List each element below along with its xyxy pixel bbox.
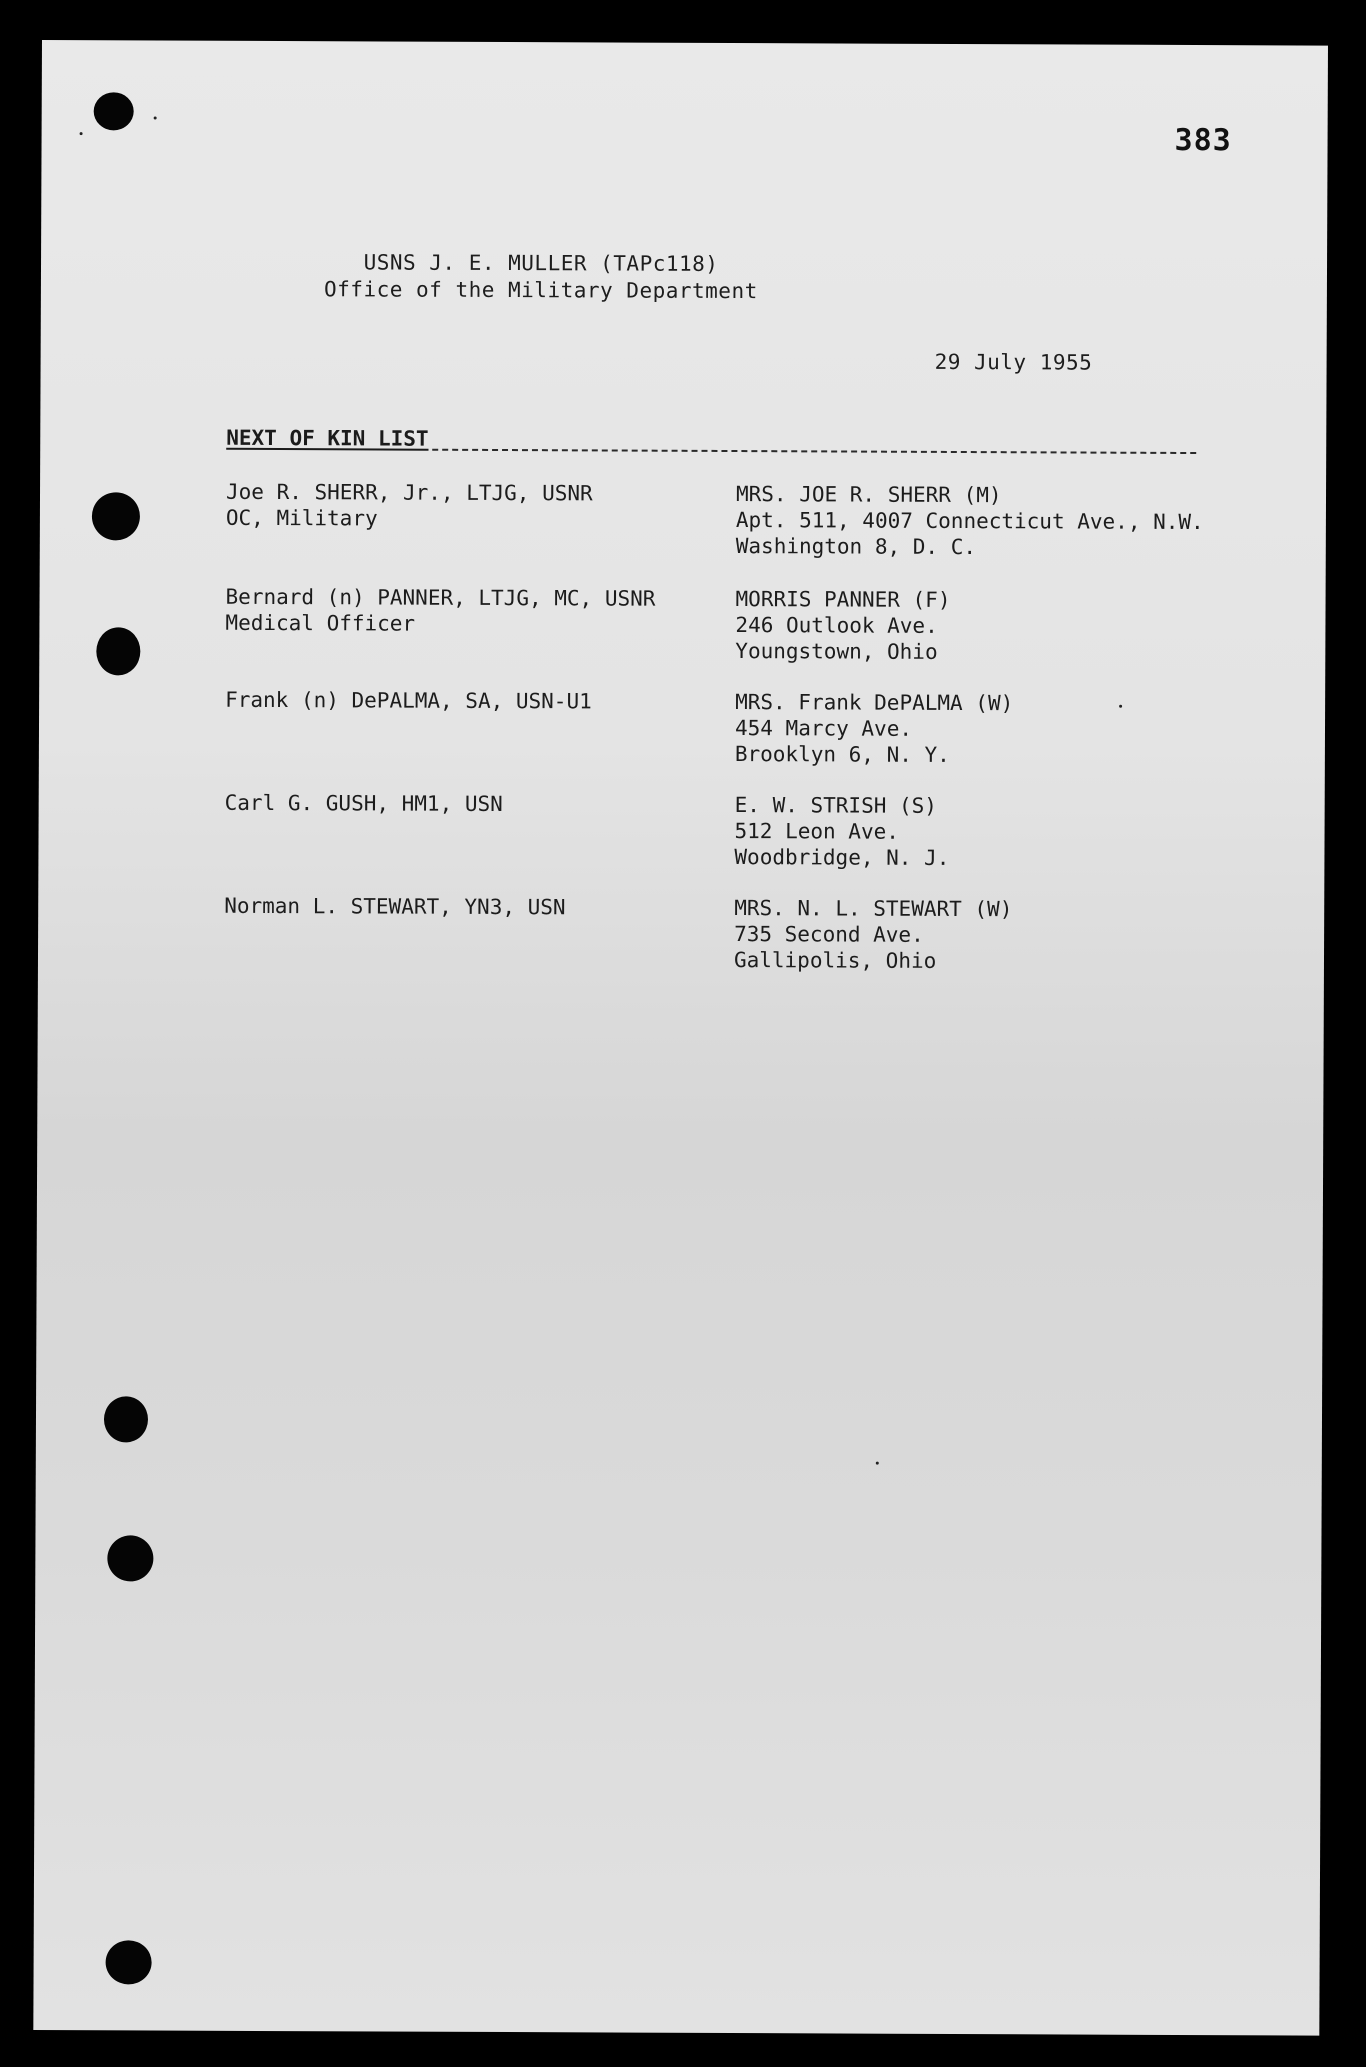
- office-name: Office of the Military Department: [323, 277, 758, 304]
- kin-address: 735 Second Ave.: [734, 922, 924, 947]
- list-entry: [225, 687, 1325, 767]
- person-role: Medical Officer: [225, 610, 416, 636]
- list-entry: [225, 584, 1326, 664]
- person-block: [225, 584, 655, 638]
- ship-name: USNS J. E. MULLER (TAPc118): [363, 250, 719, 276]
- kin-city: Woodbridge, N. J.: [734, 845, 950, 870]
- kin-address: Apt. 511, 4007 Connecticut Ave., N.W.: [735, 508, 1204, 535]
- punch-hole: [92, 492, 140, 540]
- kin-name: MRS. N. L. STEWART (W): [734, 896, 1013, 922]
- next-of-kin-block: [736, 481, 1204, 561]
- ink-speck: [876, 1462, 879, 1465]
- next-of-kin-block: [734, 895, 1012, 974]
- next-of-kin-block: [734, 792, 949, 871]
- person-block: [224, 893, 565, 920]
- ink-speck: [154, 116, 157, 119]
- person-name: Frank (n) DePALMA, SA, USN-U1: [225, 687, 592, 714]
- list-entry: [224, 893, 1324, 973]
- document-date: 29 July 1955: [934, 349, 1093, 375]
- person-block: [225, 790, 503, 817]
- ink-speck: [1119, 705, 1122, 708]
- kin-city: Gallipolis, Ohio: [733, 948, 937, 973]
- kin-name: E. W. STRISH (S): [734, 793, 938, 818]
- punch-hole-top: [94, 92, 134, 130]
- kin-city: Washington 8, D. C.: [735, 534, 977, 560]
- person-name: Norman L. STEWART, YN3, USN: [224, 893, 566, 920]
- kin-name: MORRIS PANNER (F): [735, 587, 951, 612]
- ink-speck: [80, 132, 83, 135]
- page-number: 383: [1174, 122, 1232, 159]
- list-title: NEXT OF KIN LIST: [226, 425, 429, 451]
- punch-hole: [107, 1535, 153, 1581]
- kin-address: 512 Leon Ave.: [734, 819, 899, 844]
- list-entry: [224, 790, 1325, 870]
- list-entry: [225, 479, 1326, 560]
- punch-hole: [104, 1396, 148, 1442]
- kin-city: Brooklyn 6, N. Y.: [734, 742, 950, 767]
- person-role: OC, Military: [225, 505, 378, 531]
- person-name: Bernard (n) PANNER, LTJG, MC, USNR: [225, 584, 656, 611]
- person-block: [225, 687, 592, 715]
- document-page: [33, 40, 1328, 2036]
- kin-address: 454 Marcy Ave.: [734, 716, 913, 741]
- dashed-rule: [432, 449, 1196, 454]
- kin-city: Youngstown, Ohio: [735, 639, 938, 664]
- punch-hole: [96, 627, 140, 675]
- punch-hole-bottom: [106, 1940, 152, 1984]
- next-of-kin-block: [735, 586, 950, 665]
- person-name: Joe R. SHERR, Jr., LTJG, USNR: [225, 479, 593, 506]
- kin-name: MRS. JOE R. SHERR (M): [735, 482, 1002, 508]
- kin-address: 246 Outlook Ave.: [735, 613, 938, 638]
- kin-name: MRS. Frank DePALMA (W): [735, 690, 1014, 716]
- person-name: Carl G. GUSH, HM1, USN: [224, 790, 503, 817]
- list-heading: [226, 426, 1196, 460]
- document-header: [41, 248, 1041, 306]
- next-of-kin-block: [735, 689, 1013, 768]
- person-block: [226, 479, 593, 533]
